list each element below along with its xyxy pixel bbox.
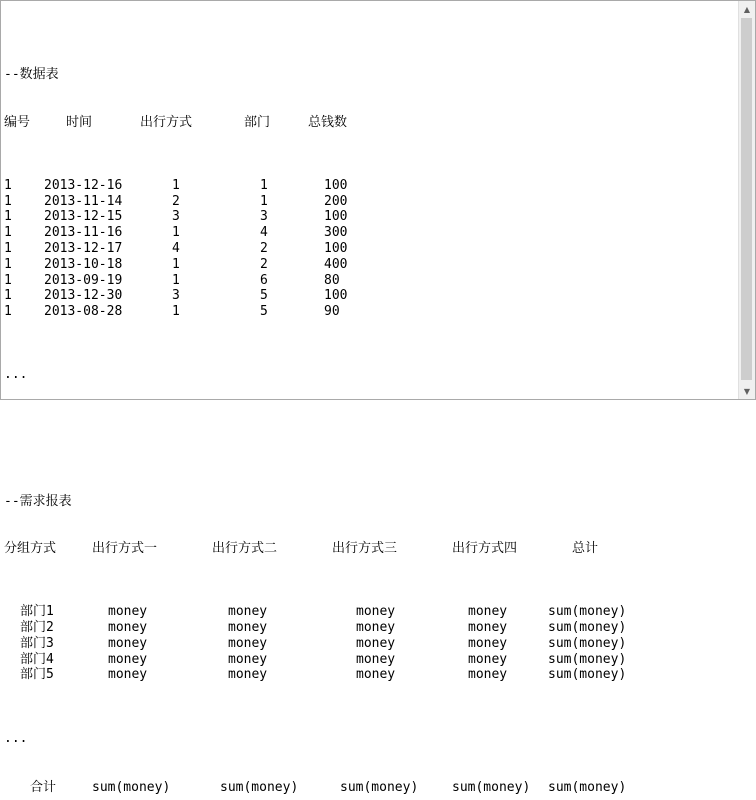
- cell-department: 部门5: [20, 667, 54, 683]
- cell-total: sum(money): [548, 604, 627, 620]
- cell-department: 6: [260, 272, 268, 288]
- cell-mode-3: money: [356, 635, 396, 651]
- cell-id: 1: [4, 193, 12, 209]
- cell-id: 1: [4, 304, 12, 320]
- cell-mode-4: money: [468, 667, 508, 683]
- cell-travel-mode: 1: [172, 225, 180, 241]
- cell-total: sum(money): [548, 620, 627, 636]
- table-row: [4, 257, 740, 273]
- cell-total-money: 200: [324, 193, 348, 209]
- cell-department: 2: [260, 256, 268, 272]
- data-table-title: --数据表: [4, 67, 59, 83]
- cell-time: 2013-12-30: [44, 288, 123, 304]
- data-table-title-line: [4, 67, 740, 83]
- cell-mode-1: money: [108, 604, 148, 620]
- header-mode-3: 出行方式三: [332, 541, 398, 557]
- cell-mode-4: money: [468, 635, 508, 651]
- total-sum: sum(money): [548, 780, 627, 796]
- cell-total-money: 300: [324, 225, 348, 241]
- table-row: [4, 304, 740, 320]
- total-mode-4: sum(money): [452, 780, 531, 796]
- table-row: [4, 194, 740, 210]
- total-mode-3: sum(money): [340, 780, 419, 796]
- cell-id: 1: [4, 256, 12, 272]
- report-table-ellipsis: ...: [4, 730, 28, 746]
- cell-id: 1: [4, 240, 12, 256]
- cell-id: 1: [4, 288, 12, 304]
- table-row: [4, 178, 740, 194]
- total-label: 合计: [30, 780, 57, 796]
- report-table-header: [4, 541, 740, 557]
- report-total-row: [4, 780, 740, 796]
- data-table-ellipsis-line: [4, 367, 740, 383]
- cell-mode-3: money: [356, 604, 396, 620]
- cell-department: 部门2: [20, 620, 54, 636]
- header-mode-2: 出行方式二: [212, 541, 278, 557]
- table-row: [4, 620, 740, 636]
- cell-mode-1: money: [108, 667, 148, 683]
- scroll-up-icon[interactable]: ▲: [743, 4, 751, 14]
- cell-department: 4: [260, 225, 268, 241]
- table-row: [4, 209, 740, 225]
- cell-time: 2013-12-17: [44, 240, 123, 256]
- cell-total-money: 100: [324, 288, 348, 304]
- cell-total-money: 100: [324, 177, 348, 193]
- cell-travel-mode: 2: [172, 193, 180, 209]
- cell-mode-1: money: [108, 635, 148, 651]
- header-travel-mode: 出行方式: [140, 114, 193, 130]
- report-table-title-line: [4, 494, 740, 510]
- cell-travel-mode: 3: [172, 288, 180, 304]
- cell-travel-mode: 3: [172, 209, 180, 225]
- cell-mode-2: money: [228, 651, 268, 667]
- cell-department: 1: [260, 193, 268, 209]
- cell-department: 部门4: [20, 651, 54, 667]
- cell-mode-1: money: [108, 620, 148, 636]
- table-row: [4, 667, 740, 683]
- cell-travel-mode: 1: [172, 177, 180, 193]
- table-row: [4, 241, 740, 257]
- total-mode-1: sum(money): [92, 780, 171, 796]
- cell-mode-3: money: [356, 620, 396, 636]
- cell-mode-4: money: [468, 620, 508, 636]
- cell-mode-3: money: [356, 651, 396, 667]
- cell-id: 1: [4, 177, 12, 193]
- cell-time: 2013-12-15: [44, 209, 123, 225]
- total-mode-2: sum(money): [220, 780, 299, 796]
- text-content: [4, 4, 740, 796]
- table-row: [4, 652, 740, 668]
- cell-mode-4: money: [468, 651, 508, 667]
- cell-department: 2: [260, 240, 268, 256]
- cell-mode-2: money: [228, 604, 268, 620]
- header-id: 编号: [4, 114, 31, 130]
- table-row: [4, 604, 740, 620]
- cell-travel-mode: 1: [172, 304, 180, 320]
- cell-department: 3: [260, 209, 268, 225]
- cell-time: 2013-12-16: [44, 177, 123, 193]
- cell-time: 2013-09-19: [44, 272, 123, 288]
- cell-time: 2013-11-16: [44, 225, 123, 241]
- scroll-down-icon[interactable]: ▼: [743, 386, 751, 396]
- cell-id: 1: [4, 272, 12, 288]
- cell-time: 2013-10-18: [44, 256, 123, 272]
- cell-mode-1: money: [108, 651, 148, 667]
- blank-line: [4, 415, 740, 431]
- cell-department: 部门3: [20, 635, 54, 651]
- cell-mode-2: money: [228, 635, 268, 651]
- cell-time: 2013-11-14: [44, 193, 123, 209]
- header-department: 部门: [244, 114, 271, 130]
- cell-department: 1: [260, 177, 268, 193]
- cell-id: 1: [4, 225, 12, 241]
- cell-time: 2013-08-28: [44, 304, 123, 320]
- data-table-ellipsis: ...: [4, 367, 28, 383]
- cell-travel-mode: 1: [172, 272, 180, 288]
- cell-mode-3: money: [356, 667, 396, 683]
- cell-total-money: 100: [324, 240, 348, 256]
- header-total-money: 总钱数: [308, 114, 348, 130]
- cell-mode-2: money: [228, 667, 268, 683]
- cell-department: 部门1: [20, 604, 54, 620]
- table-row: [4, 636, 740, 652]
- cell-total: sum(money): [548, 651, 627, 667]
- data-table-header: [4, 115, 740, 131]
- header-mode-1: 出行方式一: [92, 541, 158, 557]
- cell-total-money: 400: [324, 256, 348, 272]
- cell-travel-mode: 1: [172, 256, 180, 272]
- cell-mode-4: money: [468, 604, 508, 620]
- header-mode-4: 出行方式四: [452, 541, 518, 557]
- cell-department: 5: [260, 304, 268, 320]
- report-table-ellipsis-line: [4, 731, 740, 747]
- vertical-scrollbar[interactable]: [738, 1, 755, 399]
- header-total: 总计: [572, 541, 599, 557]
- table-row: [4, 273, 740, 289]
- table-row: [4, 225, 740, 241]
- scroll-thumb[interactable]: [741, 18, 752, 380]
- cell-mode-2: money: [228, 620, 268, 636]
- cell-total-money: 80: [324, 272, 340, 288]
- report-table-title: --需求报表: [4, 493, 72, 509]
- header-group-method: 分组方式: [4, 541, 57, 557]
- cell-total: sum(money): [548, 667, 627, 683]
- cell-total: sum(money): [548, 635, 627, 651]
- cell-travel-mode: 4: [172, 240, 180, 256]
- cell-total-money: 100: [324, 209, 348, 225]
- table-row: [4, 288, 740, 304]
- cell-total-money: 90: [324, 304, 340, 320]
- cell-department: 5: [260, 288, 268, 304]
- cell-id: 1: [4, 209, 12, 225]
- header-time: 时间: [66, 114, 93, 130]
